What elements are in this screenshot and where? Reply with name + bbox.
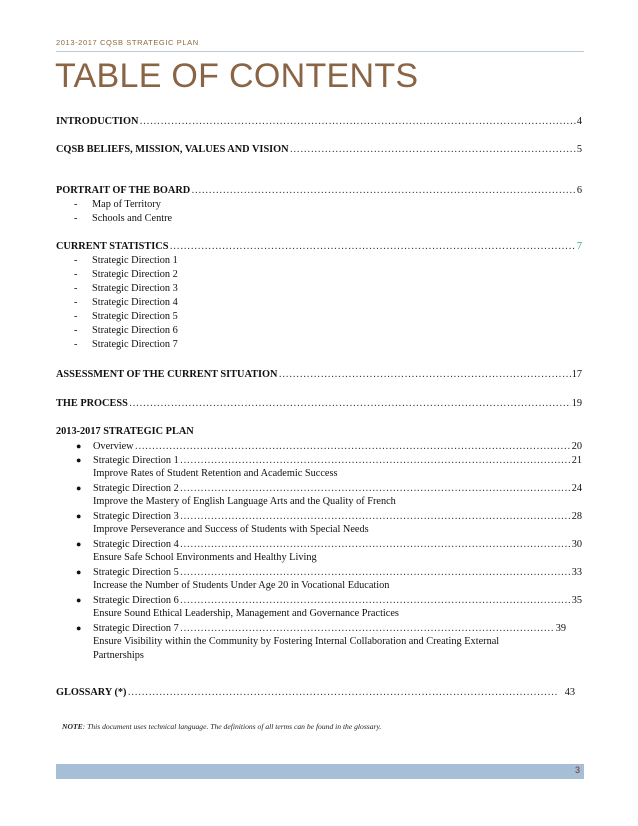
toc-plan-item[interactable]: ● Strategic Direction 5 ……………………………………………………………………………………………………………………………………………………………………………………………………………………………………………………………………… 33 (56, 565, 582, 579)
dot-leader (191, 184, 576, 198)
toc-statistics[interactable] (56, 240, 582, 352)
toc-plan-description: Improve Perseverance and Success of Students with Special Needs (93, 524, 369, 535)
dot-leader (278, 368, 570, 382)
dot-leader (290, 143, 576, 157)
toc-page: 5 (576, 144, 582, 155)
toc-process[interactable] (56, 397, 582, 411)
bullet-icon: ● (76, 511, 82, 521)
toc-section-label: 2013-2017 STRATEGIC PLAN (56, 426, 194, 437)
toc-label: THE PROCESS (56, 398, 128, 409)
dot-leader (180, 594, 571, 608)
toc-subitem: - Strategic Direction 3 (74, 283, 178, 294)
header-rule (56, 51, 584, 52)
toc-plan-item[interactable]: ● Strategic Direction 3 ……………………………………………………………………………………………………………………………………………………………………………………………………………………………………………………………………… 28 (56, 509, 582, 523)
dot-leader (180, 566, 571, 580)
toc-subitem: - Strategic Direction 4 (74, 297, 178, 308)
toc-plan-item[interactable]: ● Strategic Direction 2 ……………………………………………………………………………………………………………………………………………………………………………………………………………………………………………………………………… 24 (56, 481, 582, 495)
toc-page: 7 (576, 241, 582, 252)
dot-leader (127, 686, 557, 700)
footer-bar (56, 764, 584, 779)
note-prefix: NOTE (62, 722, 83, 731)
toc-strategic-plan (56, 425, 582, 663)
dot-leader (135, 440, 571, 454)
toc-page: 6 (576, 185, 582, 196)
toc-plan-item[interactable]: ● Strategic Direction 4 ……………………………………………………………………………………………………………………………………………………………………………………………………………………………………………………………………… 30 (56, 537, 582, 551)
toc-label: PORTRAIT OF THE BOARD (56, 185, 191, 196)
dot-leader (169, 240, 575, 254)
bullet-icon: ● (76, 623, 82, 633)
toc-beliefs[interactable] (56, 143, 582, 157)
toc-plan-description: Improve Rates of Student Retention and Academic Success (93, 468, 338, 479)
toc-introduction[interactable] (56, 115, 582, 129)
toc-subitem: - Strategic Direction 1 (74, 255, 178, 266)
page-title: TABLE OF CONTENTS (55, 57, 419, 95)
toc-label: ASSESSMENT OF THE CURRENT SITUATION (56, 369, 278, 380)
toc-glossary[interactable] (56, 686, 582, 700)
toc-plan-item[interactable]: ● Strategic Direction 6 ……………………………………………………………………………………………………………………………………………………………………………………………………………………………………………………………………… 35 (56, 593, 582, 607)
bullet-icon: ● (76, 441, 82, 451)
toc-subitem: - Strategic Direction 5 (74, 311, 178, 322)
toc-page: 19 (571, 398, 582, 409)
toc-plan-item[interactable]: ● Overview ……………………………………………………………………………………………………………………………………………………………………………………………………………………………………………………………………… 20 (56, 439, 582, 453)
toc-portrait[interactable] (56, 184, 582, 226)
dot-leader (180, 482, 571, 496)
bullet-icon: ● (76, 539, 82, 549)
toc-plan-description: Improve the Mastery of English Language Arts and the Quality of French (93, 496, 396, 507)
toc-page: 43 (564, 687, 575, 698)
toc-plan-item[interactable]: ● Strategic Direction 1 ……………………………………………………………………………………………………………………………………………………………………………………………………………………………………………………………………… 21 (56, 453, 582, 467)
running-header: 2013-2017 CQSB STRATEGIC PLAN (56, 38, 199, 47)
bullet-icon: ● (76, 567, 82, 577)
toc-subitem: - Schools and Centre (74, 213, 173, 224)
toc-plan-description: Increase the Number of Students Under Age 20 in Vocational Education (93, 580, 390, 591)
toc-plan-description: Ensure Sound Ethical Leadership, Management and Governance Practices (93, 608, 399, 619)
dot-leader (129, 397, 571, 411)
toc-plan-description: Ensure Visibility within the Community by Fostering Internal Collaboration and Creating External Partnerships (93, 636, 500, 661)
toc-label: INTRODUCTION (56, 116, 139, 127)
dot-leader (180, 454, 571, 468)
toc-page: 17 (571, 369, 582, 380)
bullet-icon: ● (76, 595, 82, 605)
note-text: : This document uses technical language. The definitions of all terms can be found in the glossary. (82, 722, 382, 731)
glossary-note (62, 722, 381, 731)
toc-subitem: - Map of Territory (74, 199, 161, 210)
toc-subitem: - Strategic Direction 6 (74, 325, 178, 336)
bullet-icon: ● (76, 455, 82, 465)
toc-label: CURRENT STATISTICS (56, 241, 169, 252)
dot-leader (139, 115, 575, 129)
toc-subitem: - Strategic Direction 7 (74, 339, 178, 350)
dot-leader (180, 510, 571, 524)
toc-subitem: - Strategic Direction 2 (74, 269, 178, 280)
toc-label: GLOSSARY (*) (56, 687, 127, 698)
toc-plan-description: Ensure Safe School Environments and Healthy Living (93, 552, 317, 563)
toc-assessment[interactable] (56, 368, 582, 382)
toc-page: 4 (576, 116, 582, 127)
bullet-icon: ● (76, 483, 82, 493)
toc-label: CQSB BELIEFS, MISSION, VALUES AND VISION (56, 144, 289, 155)
dot-leader (180, 538, 571, 552)
dot-leader (180, 622, 555, 636)
toc-plan-item[interactable]: ● Strategic Direction 7 ……………………………………………………………………………………………………………………………………………………………………………………………………………………………………………………………………… 39 (56, 621, 582, 635)
page-number: 3 (574, 765, 580, 775)
